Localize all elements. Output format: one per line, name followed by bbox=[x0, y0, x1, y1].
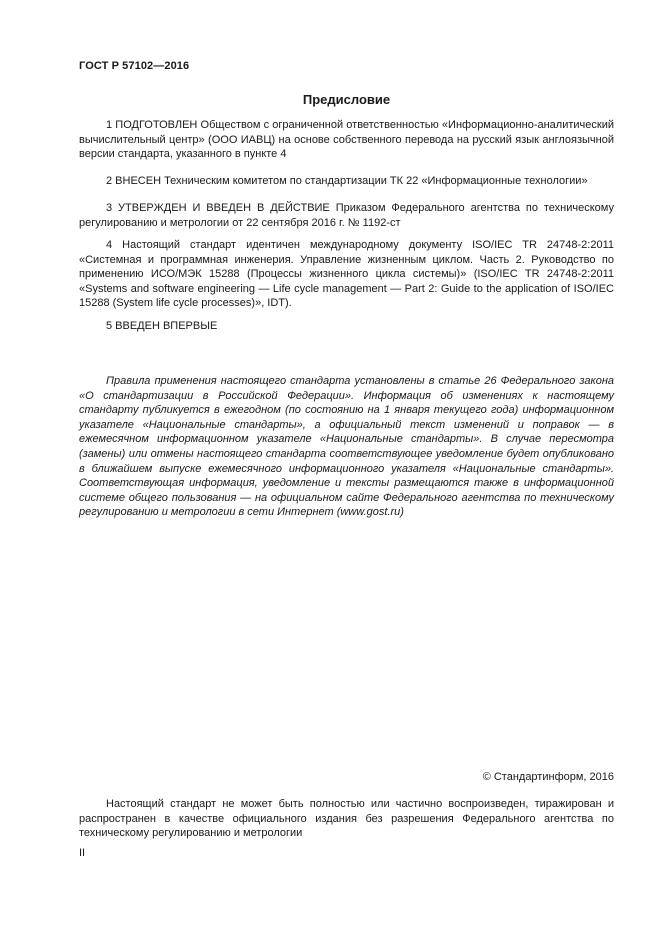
page-number: II bbox=[79, 847, 86, 859]
preface-item-3: 3 УТВЕРЖДЕН И ВВЕДЕН В ДЕЙСТВИЕ Приказом Федерального агентства по техническому регулированию и метрологии от 22 сентября 2016 г. № 1192-ст bbox=[79, 202, 614, 229]
reproduction-notice: Настоящий стандарт не может быть полностью или частично воспроизведен, тиражирован и распространен в качестве официального издания без разрешения Федерального агентства по техническому регулированию и метрологии bbox=[79, 798, 614, 840]
preface-item-4: 4 Настоящий стандарт идентичен международному документу ISO/IEC TR 24748-2:2011 «Системная и программная инженерия. Управление жизненным циклом. Часть 2. Руководство по применению ИСО/МЭК 15288 (Процессы жизненного цикла системы)» (ISO/IEC TR 24748-2:2011 «Systems and software engineering — Life cycle management — Part 2: Guide to the application of ISO/IEC 15288 (System life cycle processes)», IDT). bbox=[79, 239, 614, 310]
preface-title: Предисловие bbox=[302, 92, 391, 107]
preface-item-1: 1 ПОДГОТОВЛЕН Обществом с ограниченной ответственностью «Информационно-аналитический вычислительный центр» (ООО ИАВЦ) на основе собственного перевода на русский язык англоязычной версии стандарта, указанного в пункте 4 bbox=[79, 119, 614, 161]
standard-application-notice: Правила применения настоящего стандарта установлены в статье 26 Федерального закона «О стандартизации в Российской Федерации». Информация об изменениях к настоящему стандарту публикуется в ежегодном (по состоянию на 1 января текущего года) информационном указателе «Национальные стандарты», а официальный текст изменений и поправок — в ежемесячном информационном указателе «Национальные стандарты». В случае пересмотра (замены) или отмены настоящего стандарта соответствующее уведомление будет опубликовано в ближайшем выпуске ежемесячного информационного указателя «Национальные стандарты». Соответствующая информация, уведомление и тексты размещаются также в информационной системе общего пользования — на официальном сайте Федерального агентства по техническому регулированию и метрологии в сети Интернет (www.gost.ru) bbox=[79, 375, 614, 519]
document-code: ГОСТ Р 57102—2016 bbox=[79, 60, 190, 72]
copyright-notice: © Стандартинформ, 2016 bbox=[482, 771, 614, 783]
preface-item-5: 5 ВВЕДЕН ВПЕРВЫЕ bbox=[106, 320, 218, 332]
preface-item-2: 2 ВНЕСЕН Техническим комитетом по стандартизации ТК 22 «Информационные технологии» bbox=[106, 175, 588, 187]
